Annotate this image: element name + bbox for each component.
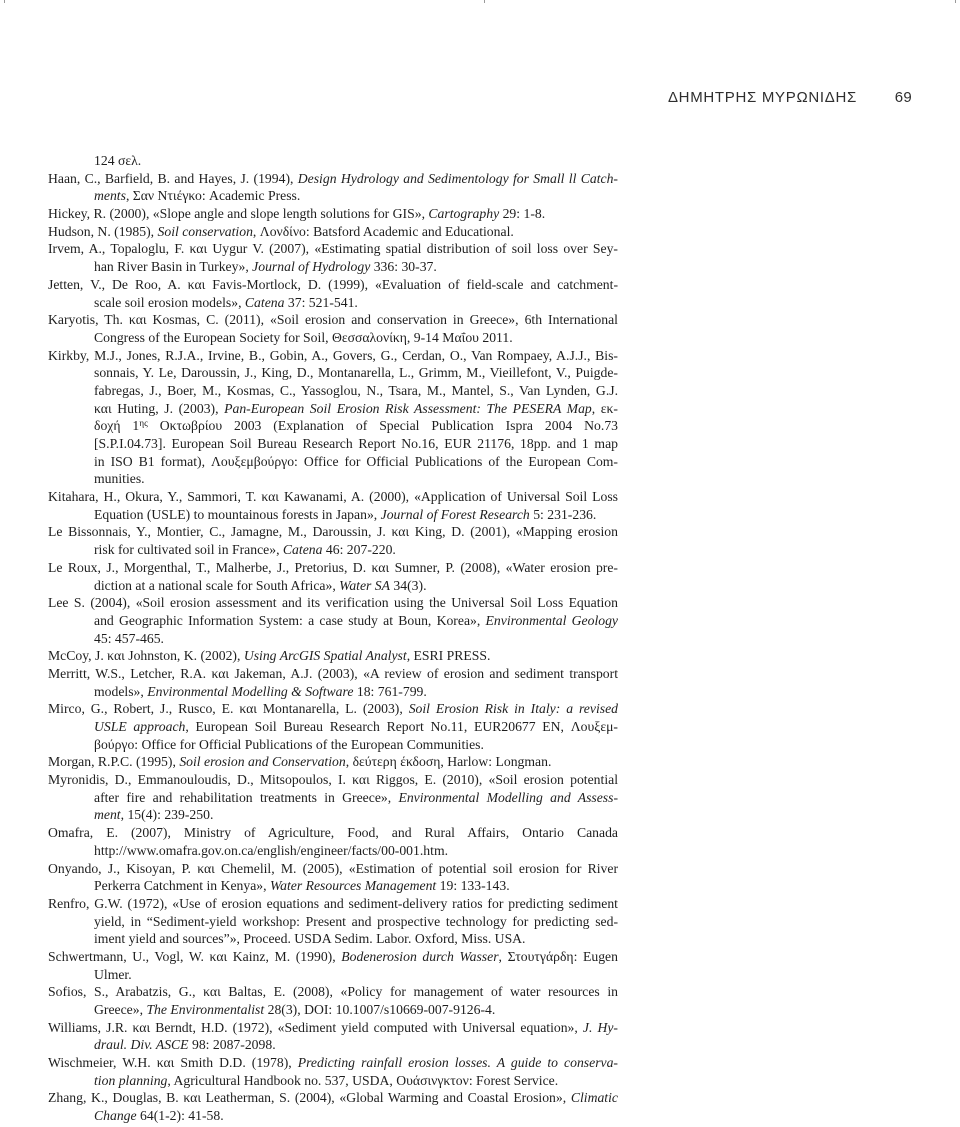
reference-text: Jetten, V., De Roo, A. και Favis-Mortlock, D. (1999), «Evaluation of field-scale and catchment- [48, 276, 618, 292]
italic-title: Pan-European Soil Erosion Risk Assessment: The PESERA Map [224, 400, 592, 416]
reference-text: scale soil erosion models», [94, 294, 245, 310]
reference-text: iment yield and sources”», Proceed. USDA Sedim. Labor. Oxford, Miss. USA. [94, 931, 526, 947]
reference-line [48, 736, 618, 754]
reference-line [48, 294, 618, 312]
reference-line [48, 612, 618, 630]
reference-line [48, 205, 618, 223]
reference-entry [48, 647, 618, 665]
reference-text: 45: 457-465. [94, 630, 164, 646]
reference-text: 29: 1-8. [499, 206, 546, 222]
italic-title: Soil conservation [157, 223, 253, 239]
reference-text: Sofios, S., Arabatzis, G., και Baltas, E. (2008), «Policy for management of water resources in [48, 984, 618, 1000]
reference-text: Onyando, J., Kisoyan, P. και Chemelil, M. (2005), «Estimation of potential soil erosion for River [48, 860, 618, 876]
reference-text: http://www.omafra.gov.on.ca/english/engineer/facts/00-001.htm. [94, 842, 449, 858]
reference-text: και Huting, J. (2003), [94, 400, 225, 416]
italic-title: Bodenerosion durch Wasser [341, 948, 499, 964]
reference-text: Kitahara, H., Okura, Y., Sammori, T. και Kawanami, A. (2000), «Application of Universal Soil Loss [48, 489, 618, 505]
reference-line [48, 347, 618, 365]
italic-title: Using ArcGIS Spatial Analyst [243, 648, 407, 664]
reference-text: fabregas, J., Boer, M., Kosmas, C., Yassoglou, N., Tsara, M., Mantel, S., Van Lynden, G.J. [94, 382, 618, 398]
reference-line [48, 506, 618, 524]
italic-title: Climatic [570, 1090, 618, 1106]
reference-text: 336: 30-37. [370, 259, 437, 275]
italic-title: tion planning [94, 1072, 168, 1088]
reference-entry [48, 205, 618, 223]
reference-entry [48, 1089, 618, 1124]
reference-text: in ISO B1 format), Λουξεμβούργο: Office for Official Publications of the European Com- [94, 453, 618, 469]
reference-text: after fire and rehabilitation treatments in Greece», [94, 789, 399, 805]
reference-text: Lee S. (2004), «Soil erosion assessment and its verification using the Universal Soil Loss Equation [48, 595, 618, 611]
italic-title: Water Resources Management [269, 878, 437, 894]
reference-entry [48, 948, 618, 983]
reference-line [48, 824, 618, 842]
reference-text: Zhang, K., Douglas, B. και Leatherman, S. (2004), «Global Warming and Coastal Erosion», [48, 1090, 571, 1106]
reference-text: Myronidis, D., Emmanouloudis, D., Mitsopoulos, I. και Riggos, E. (2010), «Soil erosion potential [48, 772, 618, 788]
reference-line [48, 895, 618, 913]
italic-title: Change [94, 1108, 137, 1124]
reference-line [48, 523, 618, 541]
reference-text: risk for cultivated soil in France», [94, 542, 283, 558]
reference-text: , δεύτερη έκδοση, Harlow: Longman. [345, 754, 552, 770]
italic-title: draul. Div. ASCE [94, 1037, 189, 1053]
reference-line [48, 488, 618, 506]
italic-title: Catena [282, 542, 323, 558]
reference-entry [48, 559, 618, 594]
reference-line [48, 541, 618, 559]
italic-title: Soil Erosion Risk in Italy: a revised [408, 701, 618, 717]
reference-line [48, 630, 618, 648]
reference-text: , εκ- [591, 400, 618, 416]
reference-entry [48, 771, 618, 824]
reference-text: 64(1-2): 41-58. [136, 1108, 224, 1124]
reference-text: sonnais, Y. Le, Daroussin, J., King, D., Montanarella, L., Grimm, M., Vieillefont, V., Puigde- [94, 365, 618, 381]
reference-line [48, 948, 618, 966]
reference-text: δοχή 1 [94, 418, 140, 434]
reference-line [48, 1089, 618, 1107]
reference-text: Kirkby, M.J., Jones, R.J.A., Irvine, B., Gobin, A., Govers, G., Cerdan, O., Van Rompaey, A.J.J., Bis- [48, 347, 618, 363]
reference-text: Mirco, G., Robert, J., Rusco, E. και Montanarella, L. (2003), [48, 701, 409, 717]
reference-line [48, 1036, 618, 1054]
reference-line [48, 435, 618, 453]
reference-line [48, 700, 618, 718]
reference-line [48, 966, 618, 984]
reference-text: 19: 133-143. [436, 878, 510, 894]
reference-text: han River Basin in Turkey», [94, 259, 253, 275]
crop-mark [484, 0, 485, 3]
reference-line [48, 753, 618, 771]
reference-text: 5: 231-236. [529, 506, 597, 522]
italic-title: Cartography [428, 206, 500, 222]
reference-text: Perkerra Catchment in Kenya», [94, 878, 270, 894]
reference-line [48, 417, 618, 435]
reference-line [48, 1107, 618, 1125]
reference-text: 37: 521-541. [284, 294, 358, 310]
italic-title: USLE approach [94, 719, 186, 734]
reference-line [48, 170, 618, 188]
reference-line [48, 470, 618, 488]
reference-text: , 15(4): 239-250. [120, 807, 214, 823]
reference-line [48, 453, 618, 471]
reference-entry [48, 488, 618, 523]
italic-title: J. Hy- [582, 1019, 618, 1035]
reference-line [48, 683, 618, 701]
italic-title: Soil erosion and Conservation [179, 754, 346, 770]
reference-text: Le Roux, J., Morgenthal, T., Malherbe, J., Pretorius, D. και Sumner, P. (2008), «Water erosion pre- [48, 559, 618, 575]
reference-line [48, 771, 618, 789]
reference-line [48, 877, 618, 895]
reference-text: , Στουτγάρδη: Eugen [498, 948, 618, 964]
reference-text: Greece», [94, 1002, 147, 1017]
italic-title: Catena [244, 294, 285, 310]
reference-text: Schwertmann, U., Vogl, W. και Kainz, M. (1990), [48, 948, 342, 964]
italic-title: Journal of Hydrology [252, 259, 371, 275]
reference-line [48, 382, 618, 400]
reference-line [48, 311, 618, 329]
reference-line [48, 1072, 618, 1090]
reference-entry [48, 860, 618, 895]
italic-title: Environmental Modelling and Assess- [398, 789, 619, 805]
reference-line [48, 913, 618, 931]
italic-title: Journal of Forest Research [380, 506, 530, 522]
reference-line [48, 718, 618, 736]
reference-entry [48, 276, 618, 311]
italic-title: The Environmentalist [146, 1002, 265, 1017]
reference-entry [48, 311, 618, 346]
italic-title: ment [94, 807, 121, 823]
reference-line [48, 842, 618, 860]
reference-text: Irvem, A., Topaloglu, F. και Uygur V. (2007), «Estimating spatial distribution of soil loss over Sey- [48, 241, 618, 257]
reference-entry [48, 240, 618, 275]
reference-line [48, 400, 618, 418]
reference-line [48, 806, 618, 824]
reference-entry [48, 665, 618, 700]
reference-line [48, 577, 618, 595]
reference-entry [48, 983, 618, 1018]
reference-line [48, 983, 618, 1001]
reference-line [48, 364, 618, 382]
reference-line [48, 860, 618, 878]
reference-line [48, 152, 618, 170]
reference-text: Wischmeier, W.H. και Smith D.D. (1978), [48, 1055, 298, 1071]
reference-line [48, 665, 618, 683]
reference-text: Renfro, G.W. (1972), «Use of erosion equations and sediment-delivery ratios for predicting sediment [48, 895, 618, 911]
reference-entry [48, 753, 618, 771]
italic-title: ments [94, 188, 126, 204]
running-head [0, 89, 960, 107]
reference-text: , Σαν Ντιέγκο: Academic Press. [125, 188, 301, 204]
reference-line [48, 329, 618, 347]
reference-text: , Agricultural Handbook no. 537, USDA, Ουάσινγκτον: Forest Service. [167, 1072, 559, 1088]
superscript: ης [139, 419, 148, 430]
reference-text: 98: 2087-2098. [188, 1037, 276, 1053]
reference-text: Congress of the European Society for Soil, Θεσσαλονίκη, 9-14 Μαΐου 2011. [94, 329, 513, 345]
reference-entry [48, 1019, 618, 1054]
reference-text: Οκτωβρίου 2003 (Explanation of Special Publication Ispra 2004 No.73 [147, 418, 619, 434]
reference-text: Le Bissonnais, Y., Montier, C., Jamagne, M., Daroussin, J. και King, D. (2001), «Mapping erosion [48, 524, 618, 540]
italic-title: Water SA [339, 577, 390, 593]
reference-line [48, 559, 618, 577]
italic-title: Design Hydrology and Sedimentology for Small ll Catch- [297, 170, 618, 186]
reference-entry [48, 895, 618, 948]
reference-line [48, 240, 618, 258]
reference-text: Haan, C., Barfield, B. and Hayes, J. (1994), [48, 170, 298, 186]
reference-line [48, 276, 618, 294]
reference-text: and Geographic Information System: a case study at Boun, Korea», [94, 612, 486, 628]
reference-text: models», [94, 683, 148, 699]
reference-text: McCoy, J. και Johnston, K. (2002), [48, 648, 244, 664]
reference-text: 46: 207-220. [322, 542, 396, 558]
crop-mark [955, 0, 956, 3]
reference-text: Williams, J.R. και Berndt, H.D. (1972), «Sediment yield computed with Universal equation», [48, 1019, 583, 1035]
reference-text: βούργο: Office for Official Publications of the European Communities. [94, 736, 484, 752]
italic-title: Predicting rainfall erosion losses. A guide to conserva- [297, 1055, 618, 1071]
reference-text: Hickey, R. (2000), «Slope angle and slope length solutions for GIS», [48, 206, 429, 222]
reference-text: Hudson, N. (1985), [48, 223, 158, 239]
crop-mark [4, 0, 5, 3]
reference-text: Ulmer. [94, 966, 132, 982]
reference-text: , European Soil Bureau Research Report No.11, EUR20677 EN, Λουξεμ- [185, 719, 618, 734]
reference-text: Omafra, E. (2007), Ministry of Agriculture, Food, and Rural Affairs, Ontario Canada [48, 825, 618, 841]
carryover-entry [48, 152, 618, 170]
reference-line [48, 647, 618, 665]
reference-text: , ESRI PRESS. [406, 648, 491, 664]
reference-entry [48, 347, 618, 489]
reference-entry [48, 1054, 618, 1089]
reference-text: 18: 761-799. [353, 683, 427, 699]
italic-title: Environmental Modelling & Software [147, 683, 354, 699]
reference-list [48, 152, 618, 1125]
running-head-author: ΔΗΜΗΤΡΗΣ ΜΥΡΩΝΙΔΗΣ [667, 89, 857, 106]
reference-text: 124 σελ. [94, 153, 142, 168]
reference-entry [48, 594, 618, 647]
reference-text: yield, in “Sediment-yield workshop: Present and prospective technology for predicting sed- [94, 913, 618, 929]
reference-line [48, 594, 618, 612]
reference-entry [48, 523, 618, 558]
reference-line [48, 187, 618, 205]
reference-line [48, 223, 618, 241]
reference-line [48, 1054, 618, 1072]
reference-text: [S.P.I.04.73]. European Soil Bureau Research Report No.16, EUR 21176, 18pp. and 1 map [94, 436, 618, 451]
reference-text: Karyotis, Th. και Kosmas, C. (2011), «Soil erosion and conservation in Greece», 6th International [48, 312, 618, 328]
italic-title: Environmental Geology [485, 612, 619, 628]
reference-line [48, 1019, 618, 1037]
reference-entry [48, 223, 618, 241]
reference-line [48, 789, 618, 807]
reference-entry [48, 824, 618, 859]
reference-text: Equation (USLE) to mountainous forests in Japan», [94, 506, 381, 522]
reference-text: munities. [94, 471, 145, 487]
reference-text: Merritt, W.S., Letcher, R.A. και Jakeman, A.J. (2003), «A review of erosion and sediment transport [48, 665, 618, 681]
reference-line [48, 1001, 618, 1019]
reference-text: diction at a national scale for South Africa», [94, 577, 340, 593]
reference-text: 28(3), DOI: 10.1007/s10669-007-9126-4. [264, 1002, 496, 1017]
reference-line [48, 258, 618, 276]
reference-text: Morgan, R.P.C. (1995), [48, 754, 180, 770]
page-number: 69 [894, 89, 912, 106]
reference-line [48, 930, 618, 948]
reference-entry [48, 170, 618, 205]
reference-text: , Λονδίνο: Batsford Academic and Educational. [252, 223, 514, 239]
reference-text: 34(3). [390, 577, 427, 593]
reference-entry [48, 700, 618, 753]
